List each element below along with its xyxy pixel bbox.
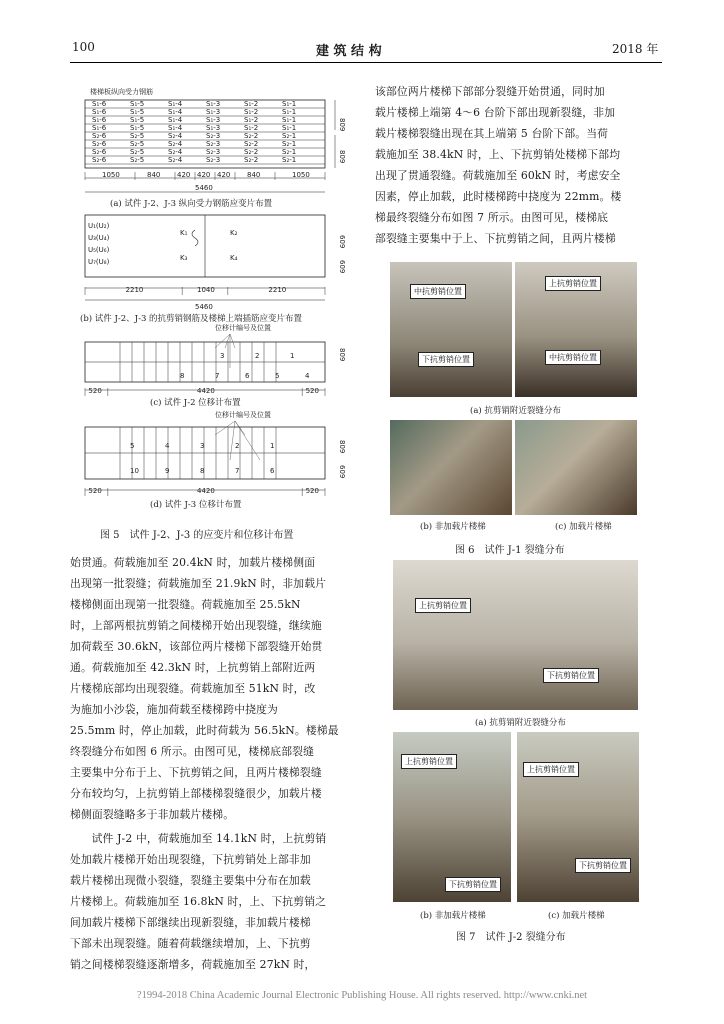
text-line: 25.5mm 时，停止加载，此时荷载为 56.5kN。楼梯最 — [70, 724, 339, 737]
text-line: 加荷载至 30.6kN，该部位两片楼梯下部裂缝开始贯 — [70, 640, 323, 653]
strain-gauge-label: S₂-4 — [168, 148, 183, 156]
strain-gauge-label: S₂-1 — [282, 156, 297, 164]
strain-gauge-label: S₁-4 — [168, 100, 183, 108]
shear-pin-gauge-label: U₇(U₈) — [88, 258, 110, 266]
strain-gauge-label: S₂-3 — [206, 132, 221, 140]
strain-gauge-label: S₁-4 — [168, 108, 183, 116]
figure5-drawings — [70, 80, 360, 520]
figure5 — [70, 80, 360, 550]
svg-text:609: 609 — [338, 260, 346, 274]
text-line: 该部位两片楼梯下部部分裂缝开始贯通，同时加 — [375, 85, 605, 98]
text-line: 载片楼梯裂缝出现在其上端第 5 台阶下部。当荷 — [375, 127, 609, 140]
text-line: 分布较均匀，上抗剪销上部楼梯裂缝很少，加载片楼 — [70, 787, 322, 800]
svg-text:609: 609 — [338, 235, 346, 249]
fig7c-photo — [517, 732, 639, 902]
strain-gauge-label: S₁-1 — [282, 108, 297, 116]
displacement-meter-number: 5 — [275, 372, 280, 380]
text-line: 片楼梯上。荷载施加至 16.8kN 时，上、下抗剪销之 — [70, 895, 327, 908]
fig5c-title: 位移计编号及位置 — [215, 324, 271, 332]
fig6-label-mid-2: 中抗剪销位置 — [545, 350, 601, 365]
text-line: 片楼梯底部均出现裂缝。荷载施加至 51kN 时，改 — [70, 682, 316, 695]
strain-gauge-label: S₂-2 — [244, 132, 259, 140]
fig5b-caption: (b) 试件 J-2、J-3 的抗剪销钢筋及楼梯上端插筋应变片布置 — [80, 314, 303, 324]
dimension-label: 1050 — [292, 171, 310, 179]
svg-text:809: 809 — [338, 118, 346, 132]
strain-gauge-label: S₂-3 — [206, 148, 221, 156]
strain-gauge-label: S₂-1 — [282, 140, 297, 148]
displacement-meter-number: 7 — [215, 372, 220, 380]
strain-gauge-label: S₂-3 — [206, 140, 221, 148]
fig5c-caption: (c) 试件 J-2 位移计布置 — [150, 398, 241, 408]
strain-gauge-label: S₁-4 — [168, 124, 183, 132]
dimension-label: 840 — [147, 171, 161, 179]
displacement-meter-number: 7 — [235, 467, 240, 475]
dimension-label: 520 — [305, 387, 319, 395]
text-line: 主要集中分布于上、下抗剪销之间，且两片楼梯裂缝 — [70, 766, 322, 779]
text-line: 梯最终裂缝分布如图 7 所示。由图可见，楼梯底 — [375, 211, 609, 224]
strain-gauge-label: S₁-3 — [206, 100, 221, 108]
svg-text:809: 809 — [338, 348, 346, 362]
figure7-caption: 图 7 试件 J-2 裂缝分布 — [456, 932, 566, 943]
text-line: 处加载片楼梯开始出现裂缝，下抗剪销处上部非加 — [70, 853, 311, 866]
strain-gauge-label: S₂-2 — [244, 148, 259, 156]
fig6a-photo-right — [515, 262, 637, 397]
dimension-label: 520 — [88, 487, 102, 495]
strain-gauge-label: S₂-4 — [168, 156, 183, 164]
dimension-label: 4420 — [197, 387, 215, 395]
fig6b-caption: (b) 非加载片楼梯 — [420, 522, 486, 532]
left-paragraph-1 — [70, 552, 352, 825]
displacement-meter-number: 5 — [130, 442, 135, 450]
fig6-label-top: 上抗剪销位置 — [545, 276, 601, 291]
strain-gauge-label: S₁-1 — [282, 124, 297, 132]
strain-gauge-label: S₂-2 — [244, 140, 259, 148]
dimension-label: 420 — [217, 171, 231, 179]
rebar-gauge-label: K₁ — [180, 229, 188, 237]
svg-text:809: 809 — [338, 150, 346, 164]
text-line: 时，上部两根抗剪销之间楼梯开始出现裂缝，继续施 — [70, 619, 322, 632]
dimension-label: 2210 — [125, 286, 144, 294]
fig5a-title: 楼梯板纵向受力钢筋 — [90, 88, 153, 96]
displacement-meter-number: 4 — [165, 442, 170, 450]
figure5-caption: 图 5 试件 J-2、J-3 的应变片和位移计布置 — [100, 530, 294, 541]
fig6c-photo — [515, 420, 637, 515]
dimension-label: 2210 — [268, 286, 287, 294]
left-paragraph-2 — [70, 828, 352, 975]
strain-gauge-label: S₂-1 — [282, 148, 297, 156]
fig7b-photo — [393, 732, 511, 902]
fig6-label-bottom: 下抗剪销位置 — [418, 352, 474, 367]
fig5d-title: 位移计编号及位置 — [215, 411, 271, 419]
strain-gauge-label: S₂-6 — [92, 140, 107, 148]
strain-gauge-label: S₂-4 — [168, 132, 183, 140]
text-line: 楼梯侧面出现第一批裂缝。荷载施加至 25.5kN — [70, 598, 301, 611]
displacement-meter-number: 2 — [235, 442, 240, 450]
text-line: 通。荷载施加至 42.3kN 时，上抗剪销上部附近两 — [70, 661, 316, 674]
rebar-gauge-label: K₄ — [230, 254, 238, 262]
fig6a-photo-left — [390, 262, 512, 397]
displacement-meter-number: 9 — [165, 467, 170, 475]
strain-gauge-label: S₂-5 — [130, 132, 145, 140]
fig5d-caption: (d) 试件 J-3 位移计布置 — [150, 500, 242, 510]
strain-gauge-label: S₁-3 — [206, 124, 221, 132]
text-line: 终裂缝分布如图 6 所示。由图可见，楼梯底部裂缝 — [70, 745, 315, 758]
fig7a-photo — [393, 560, 638, 710]
dimension-label: 1040 — [197, 286, 215, 294]
strain-gauge-label: S₁-5 — [130, 108, 145, 116]
strain-gauge-label: S₁-6 — [92, 116, 107, 124]
shear-pin-gauge-label: U₃(U₄) — [88, 234, 110, 242]
strain-gauge-label: S₂-3 — [206, 156, 221, 164]
strain-gauge-label: S₁-1 — [282, 100, 297, 108]
strain-gauge-label: S₁-6 — [92, 124, 107, 132]
shear-pin-gauge-label: U₅(U₆) — [88, 246, 110, 254]
strain-gauge-label: S₁-2 — [244, 124, 259, 132]
strain-gauge-label: S₁-6 — [92, 100, 107, 108]
fig7c-caption: (c) 加载片楼梯 — [548, 911, 605, 921]
dimension-label: 4420 — [197, 487, 215, 495]
displacement-meter-number: 2 — [255, 352, 260, 360]
fig7-label-bottom: 下抗剪销位置 — [543, 668, 599, 683]
strain-gauge-label: S₂-6 — [92, 132, 107, 140]
strain-gauge-label: S₂-1 — [282, 132, 297, 140]
text-line: 下部未出现裂缝。随着荷载继续增加，上、下抗剪 — [70, 937, 311, 950]
fig6c-caption: (c) 加载片楼梯 — [555, 522, 612, 532]
rebar-gauge-label: K₂ — [230, 229, 238, 237]
svg-text:809: 809 — [338, 440, 346, 454]
displacement-meter-number: 3 — [220, 352, 225, 360]
strain-gauge-label: S₁-5 — [130, 100, 145, 108]
text-line: 出现了贯通裂缝。荷载施加至 60kN 时，考虑安全 — [375, 169, 621, 182]
displacement-meter-number: 3 — [200, 442, 205, 450]
fig5b-total: 5460 — [195, 303, 213, 311]
fig7b-label-bottom: 下抗剪销位置 — [445, 877, 501, 892]
text-line: 试件 J-2 中，荷载施加至 14.1kN 时，上抗剪销 — [91, 832, 327, 845]
dimension-label: 1050 — [102, 171, 120, 179]
strain-gauge-label: S₂-5 — [130, 140, 145, 148]
displacement-meter-number: 6 — [245, 372, 250, 380]
fig7a-caption: (a) 抗剪销附近裂缝分布 — [475, 718, 566, 728]
fig6a-caption: (a) 抗剪销附近裂缝分布 — [470, 406, 561, 416]
text-line: 间加载片楼梯下部继续出现新裂缝，非加载片楼梯 — [70, 916, 311, 929]
dimension-label: 520 — [88, 387, 102, 395]
dimension-label: 420 — [177, 171, 191, 179]
displacement-meter-number: 6 — [270, 467, 275, 475]
strain-gauge-label: S₂-6 — [92, 156, 107, 164]
displacement-meter-number: 8 — [180, 372, 185, 380]
fig5a-total: 5460 — [195, 184, 213, 192]
strain-gauge-label: S₂-2 — [244, 156, 259, 164]
journal-title: 建 筑 结 构 — [316, 44, 382, 59]
dimension-label: 520 — [305, 487, 319, 495]
text-line: 出现第一批裂缝；荷载施加至 21.9kN 时，非加载片 — [70, 577, 327, 590]
strain-gauge-label: S₁-5 — [130, 124, 145, 132]
fig7-label-top: 上抗剪销位置 — [415, 598, 471, 613]
text-line: 始贯通。荷载施加至 20.4kN 时，加载片楼梯侧面 — [70, 556, 316, 569]
text-line: 销之间楼梯裂缝逐渐增多，荷载施加至 27kN 时， — [70, 958, 316, 971]
right-paragraph-top — [375, 81, 663, 249]
text-line: 载施加至 38.4kN 时，上、下抗剪销处楼梯下部均 — [375, 148, 621, 161]
svg-text:609: 609 — [338, 465, 346, 479]
strain-gauge-label: S₁-3 — [206, 116, 221, 124]
fig7c-label-top: 上抗剪销位置 — [523, 762, 579, 777]
figure6-caption: 图 6 试件 J-1 裂缝分布 — [455, 545, 565, 556]
strain-gauge-label: S₁-2 — [244, 116, 259, 124]
strain-gauge-label: S₂-4 — [168, 140, 183, 148]
strain-gauge-label: S₂-5 — [130, 156, 145, 164]
strain-gauge-label: S₁-6 — [92, 108, 107, 116]
strain-gauge-label: S₁-2 — [244, 108, 259, 116]
text-line: 梯侧面裂缝略多于非加载片楼梯。 — [70, 808, 235, 821]
displacement-meter-number: 10 — [130, 467, 139, 475]
dimension-label: 420 — [197, 171, 211, 179]
displacement-meter-number: 1 — [290, 352, 295, 360]
strain-gauge-label: S₁-3 — [206, 108, 221, 116]
footer-copyright: ?1994-2018 China Academic Journal Electronic Publishing House. All rights reserved. http://www.cnki.net — [136, 990, 588, 1001]
fig6-label-mid: 中抗剪销位置 — [410, 284, 466, 299]
page-number: 100 — [72, 40, 95, 54]
rebar-gauge-label: K₃ — [180, 254, 188, 262]
journal-year: 2018 年 — [612, 42, 659, 56]
strain-gauge-label: S₂-5 — [130, 148, 145, 156]
strain-gauge-label: S₁-1 — [282, 116, 297, 124]
fig7c-label-bottom: 下抗剪销位置 — [575, 858, 631, 873]
shear-pin-gauge-label: U₁(U₂) — [88, 222, 110, 230]
displacement-meter-number: 8 — [200, 467, 205, 475]
text-line: 部裂缝主要集中于上、下抗剪销之间，且两片楼梯 — [375, 232, 616, 245]
header-rule — [70, 62, 662, 63]
text-line: 载片楼梯上端第 4～6 台阶下部出现新裂缝，非加 — [375, 106, 616, 119]
strain-gauge-label: S₁-2 — [244, 100, 259, 108]
text-line: 载片楼梯出现微小裂缝，裂缝主要集中分布在加载 — [70, 874, 311, 887]
text-line: 为施加小沙袋，施加荷载至楼梯跨中挠度为 — [70, 703, 278, 716]
fig6b-photo — [390, 420, 512, 515]
displacement-meter-number: 1 — [270, 442, 275, 450]
fig5a-caption: (a) 试件 J-2、J-3 纵向受力钢筋应变片布置 — [110, 199, 273, 209]
fig7b-label-top: 上抗剪销位置 — [401, 754, 457, 769]
strain-gauge-label: S₂-6 — [92, 148, 107, 156]
displacement-meter-number: 4 — [305, 372, 310, 380]
strain-gauge-label: S₁-4 — [168, 116, 183, 124]
fig7b-caption: (b) 非加载片楼梯 — [420, 911, 486, 921]
strain-gauge-label: S₁-5 — [130, 116, 145, 124]
dimension-label: 840 — [247, 171, 261, 179]
text-line: 因素，停止加载，此时楼梯跨中挠度为 22mm。楼 — [375, 190, 622, 203]
